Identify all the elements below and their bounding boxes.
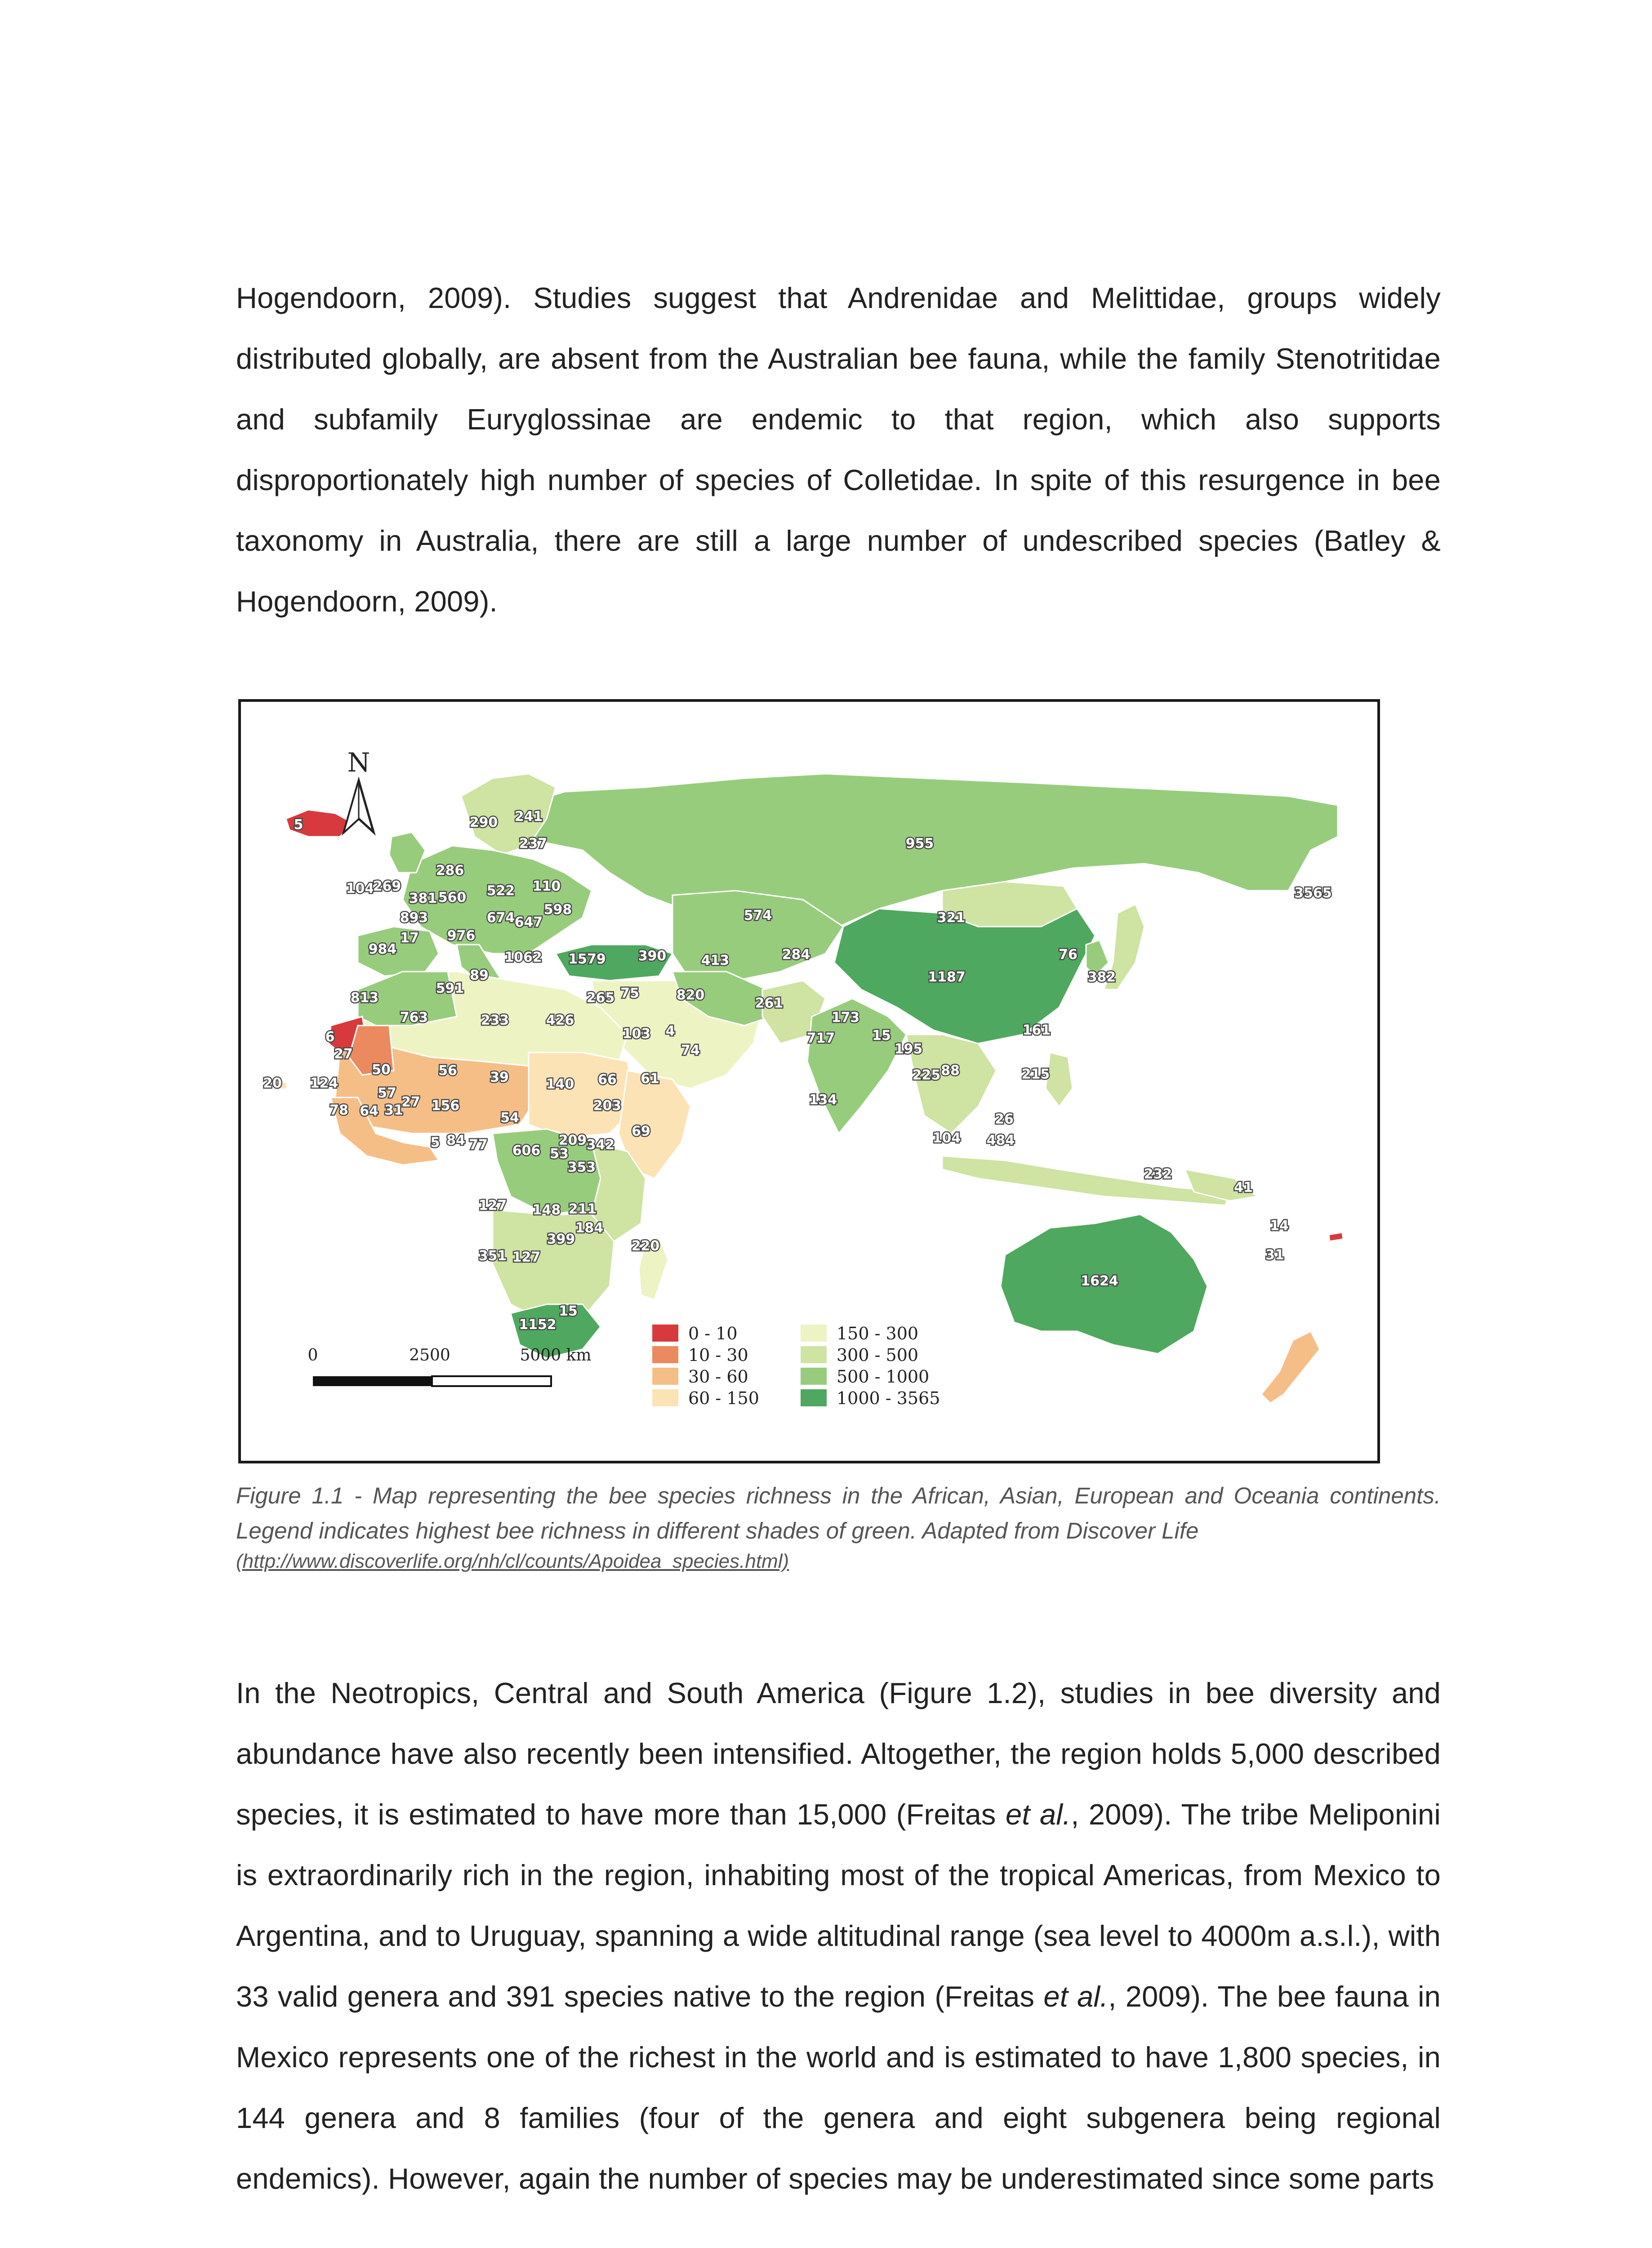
label-nepal: 173 (831, 1010, 860, 1026)
figure-caption: Figure 1.1 - Map representing the bee species richness in the African, Asian, European and Oceania continents. Legend indicates highest bee richness in different shades of green. Adapted from Discover Life (236, 1483, 1441, 1543)
paragraph-text-1: In the Neotropics, Central and South America (Figure 1.2), studies in bee diversity and abundance have also recently been intensified. Altogether, the region holds 5,000 described species, it is estimated to have more than 15,000 (Freitas (236, 1677, 1441, 1831)
label-libya: 233 (481, 1012, 509, 1028)
label-central-asia: 413 (701, 953, 730, 968)
legend-swatch-7 (801, 1389, 827, 1406)
label-mozambique: 184 (575, 1220, 604, 1236)
label-sulawesi: 484 (986, 1133, 1015, 1148)
legend-swatch-1 (652, 1346, 678, 1363)
label-philippines: 215 (1021, 1066, 1050, 1082)
label-mali: 50 (372, 1062, 391, 1078)
label-greece: 1062 (504, 950, 542, 965)
label-kazakh: 574 (744, 908, 772, 923)
label-saudi: 103 (622, 1026, 651, 1042)
label-algeria: 763 (400, 1010, 428, 1026)
label-fiji: 31 (1265, 1247, 1284, 1263)
label-benelux: 381 (409, 891, 437, 906)
label-solomon: 41 (1234, 1180, 1253, 1195)
label-turkey: 1579 (568, 951, 606, 967)
label-jordan: 75 (620, 986, 639, 1001)
label-iran: 820 (676, 987, 705, 1003)
label-uk: 104 (346, 881, 374, 897)
label-thailand: 225 (912, 1067, 941, 1083)
label-gabon: 84 (446, 1133, 465, 1148)
scale-bar-black (313, 1376, 432, 1386)
label-western-sahara: 6 (325, 1029, 335, 1045)
legend-label-6: 500 - 1000 (837, 1367, 930, 1387)
scale-bar (308, 1346, 592, 1386)
label-russia-e: 3565 (1294, 885, 1332, 901)
label-russia: 955 (905, 836, 934, 852)
label-ethiopia-n: 66 (598, 1072, 617, 1088)
legend (652, 1324, 940, 1408)
label-madagascar: 220 (631, 1238, 660, 1254)
label-norway: 290 (469, 815, 498, 830)
legend-swatch-2 (652, 1368, 678, 1385)
label-chad: 39 (490, 1070, 509, 1085)
label-sierra-leone: 64 (360, 1103, 378, 1119)
label-botswana: 127 (512, 1249, 541, 1265)
label-kenya: 342 (586, 1137, 615, 1153)
label-nigeria: 156 (431, 1098, 460, 1114)
label-balkans: 89 (470, 968, 489, 983)
label-france: 893 (400, 910, 428, 926)
label-korea: 76 (1059, 947, 1078, 963)
label-baltic: 237 (519, 836, 548, 852)
legend-swatch-0 (652, 1325, 678, 1342)
label-mauritania: 27 (334, 1046, 353, 1062)
scale-label-0: 0 (307, 1346, 318, 1365)
label-borneo: 26 (995, 1111, 1014, 1127)
body-paragraph-top: Hogendoorn, 2009). Studies suggest that Andrenidae and Melittidae, groups widely distributed globally, are absent from the Australian bee fauna, while the family Stenotritidae and subfamily Euryglossinae are endemic to that region, which also supports disproportionately high number of species of Colletidae. In spite of this resurgence in bee taxonomy in Australia, there are still a large number of undescribed species (Batley & Hogendoorn, 2009). (236, 281, 1441, 618)
legend-label-3: 60 - 150 (688, 1388, 759, 1408)
label-guinea: 78 (330, 1102, 348, 1118)
label-pakistan: 261 (755, 995, 784, 1011)
et-al-2: et al. (1043, 1980, 1109, 2013)
label-poland: 522 (486, 883, 515, 899)
label-namibia: 351 (478, 1248, 507, 1264)
label-mongolia: 321 (937, 910, 966, 926)
label-germany: 560 (438, 890, 467, 905)
label-belarus: 110 (532, 879, 561, 894)
label-south-africa: 1152 (519, 1317, 557, 1333)
label-swiss: 17 (400, 930, 419, 946)
label-caucasus: 390 (638, 948, 667, 964)
label-cameroon: 54 (500, 1110, 519, 1126)
label-papua: 232 (1144, 1166, 1172, 1182)
label-gambia: 57 (378, 1085, 396, 1101)
legend-label-4: 150 - 300 (837, 1324, 919, 1343)
bee-richness-map (241, 702, 1377, 1461)
region-indonesia (942, 1156, 1230, 1205)
label-bangladesh: 15 (872, 1028, 891, 1044)
label-drc: 606 (512, 1143, 541, 1159)
label-ireland: 269 (373, 879, 401, 894)
legend-label-1: 10 - 30 (688, 1345, 748, 1365)
label-angola: 127 (478, 1198, 507, 1213)
north-label: N (347, 747, 370, 778)
legend-swatch-3 (652, 1389, 678, 1406)
label-somalia: 69 (632, 1124, 650, 1139)
label-niger: 56 (438, 1063, 457, 1079)
label-oman: 74 (681, 1043, 700, 1058)
figure-map-frame (238, 699, 1380, 1463)
label-zimbabwe: 399 (547, 1231, 575, 1247)
label-portugal-spain: 984 (368, 941, 397, 957)
region-new-zealand (1261, 1331, 1320, 1403)
label-vanuatu: 14 (1270, 1218, 1289, 1234)
label-finland: 241 (514, 809, 543, 825)
label-zambia: 148 (532, 1202, 561, 1218)
label-ivory: 31 (384, 1102, 403, 1118)
label-australia: 1624 (1081, 1273, 1118, 1289)
scale-bar-white (432, 1376, 551, 1386)
legend-swatch-6 (801, 1368, 827, 1385)
label-ethiopia: 203 (593, 1098, 622, 1114)
label-lesotho: 15 (559, 1303, 578, 1319)
label-sweden: 286 (436, 863, 464, 879)
paragraph-text-3: , 2009). The bee fauna in Mexico represents one of the richest in the world and is estimated to have 1,800 species, in 144 genera and 8 families (four of the genera and eight subgenera being regional endemics). However, again the number of species may be underestimated since some parts (236, 1980, 1441, 2195)
label-ukraine: 647 (514, 914, 543, 930)
label-india: 717 (806, 1030, 835, 1046)
legend-label-0: 0 - 10 (688, 1324, 738, 1343)
paragraph-text-2: , 2009). The tribe Meliponini is extraordinarily rich in the region, inhabiting most of the tropical Americas, from Mexico to Argentina, and to Uruguay, spanning a wide altitudinal range (sea level to 4000m a.s.l.), with 33 valid genera and 391 species native to the region (Freitas (236, 1798, 1441, 2013)
label-ghana: 27 (401, 1094, 420, 1110)
label-myanmar: 195 (894, 1041, 923, 1057)
et-al-1: et al. (1006, 1798, 1071, 1831)
label-car: 5 (430, 1135, 440, 1151)
label-iceland: 5 (294, 817, 303, 833)
label-egypt: 426 (546, 1012, 574, 1028)
label-senegal: 124 (310, 1075, 338, 1091)
label-tanzania: 353 (567, 1160, 596, 1175)
label-afghan: 284 (782, 947, 810, 963)
scale-label-5000: 5000 km (520, 1346, 592, 1365)
region-vanuatu-fiji (1329, 1232, 1343, 1241)
label-yemen: 4 (665, 1023, 675, 1039)
figure-source-link[interactable]: (http://www.discoverlife.org/nh/cl/counts/Apoidea_species.html) (236, 1550, 789, 1572)
label-cape-verde: 20 (263, 1075, 282, 1091)
body-paragraph-bottom (236, 1663, 1441, 2209)
label-vietnam: 88 (941, 1063, 960, 1079)
legend-swatch-5 (801, 1346, 827, 1363)
legend-swatch-4 (801, 1325, 827, 1342)
label-israel: 265 (586, 990, 615, 1006)
label-sudan: 140 (546, 1076, 574, 1092)
label-congo: 77 (469, 1137, 488, 1153)
legend-label-5: 300 - 500 (837, 1345, 919, 1365)
label-italy: 591 (436, 981, 464, 996)
label-taiwan: 161 (1022, 1022, 1051, 1038)
label-russia-w: 598 (543, 902, 572, 918)
label-hungary: 674 (486, 910, 515, 926)
label-sumatra: 104 (932, 1130, 961, 1146)
legend-label-7: 1000 - 3565 (837, 1388, 940, 1408)
label-china: 1187 (928, 969, 966, 985)
label-austria: 976 (447, 928, 476, 944)
label-eritrea: 61 (641, 1071, 659, 1087)
scale-label-2500: 2500 (409, 1346, 450, 1365)
label-rwanda: 53 (550, 1146, 569, 1162)
label-uganda: 209 (558, 1133, 587, 1148)
label-morocco: 813 (350, 990, 379, 1006)
label-japan: 382 (1087, 969, 1116, 985)
legend-label-2: 30 - 60 (688, 1367, 748, 1387)
north-arrow (344, 747, 374, 832)
label-sri-lanka: 134 (809, 1092, 837, 1108)
label-malawi: 211 (568, 1201, 597, 1217)
